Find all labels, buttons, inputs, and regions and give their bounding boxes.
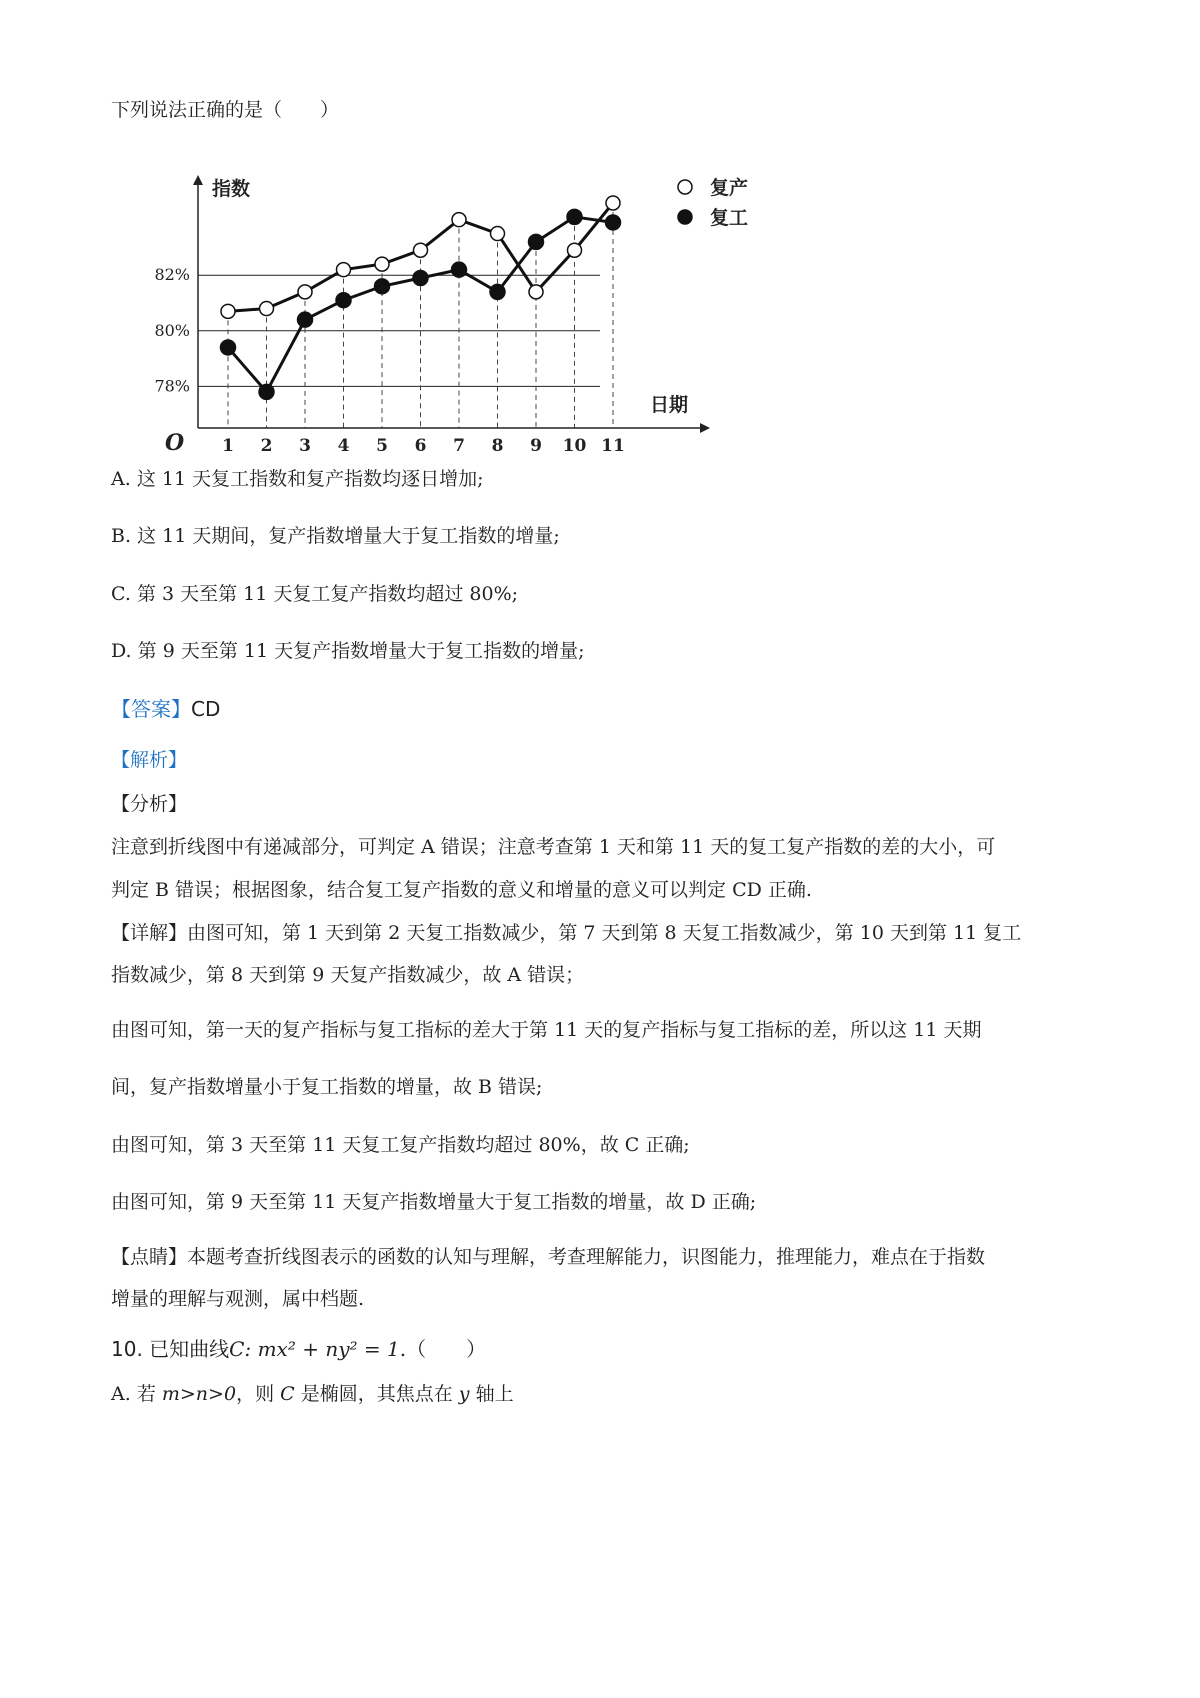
xiangjie-tag: 【详解】 — [111, 922, 188, 944]
option-label: B. — [111, 525, 132, 547]
analysis-tag: 【解析】 — [111, 749, 188, 771]
x-tick-label: 3 — [299, 436, 311, 456]
legend-marker — [678, 210, 692, 224]
q10-stem-suffix: .（ ） — [399, 1337, 487, 1361]
line-chart — [150, 175, 770, 456]
option-label: A. — [111, 1383, 131, 1405]
data-point — [413, 271, 428, 286]
option-text: 第 9 天至第 11 天复产指数增量大于复工指数的增量; — [137, 640, 585, 662]
xiangjie-line-2: 指数减少，第 8 天到第 9 天复产指数减少，故 A 错误； — [111, 964, 585, 986]
option-text: 这 11 天期间，复产指数增量大于复工指数的增量; — [137, 525, 560, 547]
y-tick-label: 80% — [154, 320, 190, 340]
fenxi-line-1: 注意到折线图中有递减部分，可判定 A 错误；注意考查第 1 天和第 11 天的复工复产指数的差的大小，可 — [111, 836, 996, 858]
data-point — [414, 243, 428, 257]
x-axis-arrow — [700, 423, 710, 433]
origin-label: O — [165, 430, 185, 456]
data-point — [375, 257, 389, 271]
data-point — [336, 293, 351, 308]
detail-line-2: 间，复产指数增量小于复工指数的增量，故 B 错误; — [111, 1076, 543, 1098]
option-text: 若 — [136, 1383, 156, 1405]
question-intro: 下列说法正确的是（ ） — [111, 99, 340, 121]
q10-stem-prefix: 已知曲线 — [149, 1337, 230, 1361]
q10-option-a — [111, 1382, 514, 1406]
x-tick-label: 1 — [222, 436, 234, 456]
y-tick-label: 82% — [154, 265, 190, 285]
q10-number: 10. — [111, 1337, 143, 1361]
option-text: 是椭圆，其焦点在 — [300, 1383, 453, 1405]
x-axis-label: 日期 — [650, 394, 689, 416]
legend-label: 复工 — [710, 207, 749, 229]
option-label: A. — [111, 468, 131, 490]
x-tick-label: 10 — [562, 436, 587, 456]
data-point — [452, 213, 466, 227]
data-point — [529, 285, 543, 299]
data-point — [491, 227, 505, 241]
data-point — [567, 209, 582, 224]
option-text: 轴上 — [475, 1383, 514, 1405]
data-point — [337, 263, 351, 277]
legend-label: 复产 — [710, 177, 749, 199]
xiangjie-text: 由图可知，第 1 天到第 2 天复工指数减少，第 7 天到第 8 天复工指数减少，第 10 天到第 11 复工 — [187, 922, 1022, 944]
q10-equation: : mx² + ny² = 1 — [244, 1337, 400, 1361]
option-b — [111, 524, 560, 548]
x-tick-label: 4 — [337, 436, 350, 456]
data-point — [606, 196, 620, 210]
answer-line — [111, 697, 220, 721]
data-point — [259, 384, 274, 399]
detail-line-1: 由图可知，第一天的复产指标与复工指标的差大于第 11 天的复产指标与复工指标的差，所以这 11 天期 — [111, 1019, 982, 1041]
data-point — [298, 285, 312, 299]
data-point — [568, 243, 582, 257]
data-point — [221, 304, 235, 318]
data-point — [529, 234, 544, 249]
y-axis-arrow — [193, 175, 203, 185]
data-point — [298, 312, 313, 327]
q10-curve-name: C — [229, 1337, 245, 1361]
x-tick-label: 8 — [491, 436, 504, 456]
option-a — [111, 467, 483, 491]
data-point — [260, 302, 274, 316]
answer-tag: 【答案】 — [111, 697, 191, 721]
answer-value: CD — [191, 697, 221, 721]
option-text: 第 3 天至第 11 天复工复产指数均超过 80%; — [136, 583, 519, 605]
fenxi-tag: 【分析】 — [111, 793, 188, 815]
dianjing-tag: 【点睛】 — [111, 1246, 188, 1268]
dianjing-line-1 — [111, 1245, 985, 1269]
x-tick-label: 2 — [260, 436, 273, 456]
x-tick-label: 7 — [453, 436, 465, 456]
data-point — [490, 284, 505, 299]
y-tick-label: 78% — [154, 376, 190, 396]
dianjing-line-2: 增量的理解与观测，属中档题. — [111, 1288, 365, 1310]
data-point — [375, 279, 390, 294]
data-point — [221, 340, 236, 355]
x-tick-label: 6 — [414, 436, 427, 456]
option-condition: m>n>0 — [161, 1383, 237, 1405]
option-axis: y — [458, 1383, 470, 1405]
option-d — [111, 639, 584, 663]
x-tick-label: 5 — [376, 436, 388, 456]
option-label: D. — [111, 640, 132, 662]
x-tick-label: 9 — [530, 436, 542, 456]
fenxi-line-2: 判定 B 错误；根据图象，结合复工复产指数的意义和增量的意义可以判定 CD 正确. — [111, 879, 812, 901]
option-label: C. — [111, 583, 131, 605]
option-var: C — [280, 1383, 295, 1405]
x-tick-label: 11 — [601, 436, 625, 456]
detail-line-3: 由图可知，第 3 天至第 11 天复工复产指数均超过 80%，故 C 正确; — [111, 1134, 690, 1156]
legend-marker — [678, 180, 692, 194]
option-c — [111, 582, 518, 606]
xiangjie-line-1 — [111, 921, 1021, 945]
data-point — [606, 215, 621, 230]
detail-line-4: 由图可知，第 9 天至第 11 天复产指数增量大于复工指数的增量，故 D 正确; — [111, 1191, 757, 1213]
q10-stem — [111, 1337, 486, 1361]
dianjing-text: 本题考查折线图表示的函数的认知与理解，考查理解能力，识图能力，推理能力，难点在于指数 — [187, 1246, 986, 1268]
data-point — [452, 262, 467, 277]
option-text: ，则 — [236, 1383, 275, 1405]
option-text: 这 11 天复工指数和复产指数均逐日增加; — [136, 468, 484, 490]
y-axis-label: 指数 — [212, 178, 251, 200]
